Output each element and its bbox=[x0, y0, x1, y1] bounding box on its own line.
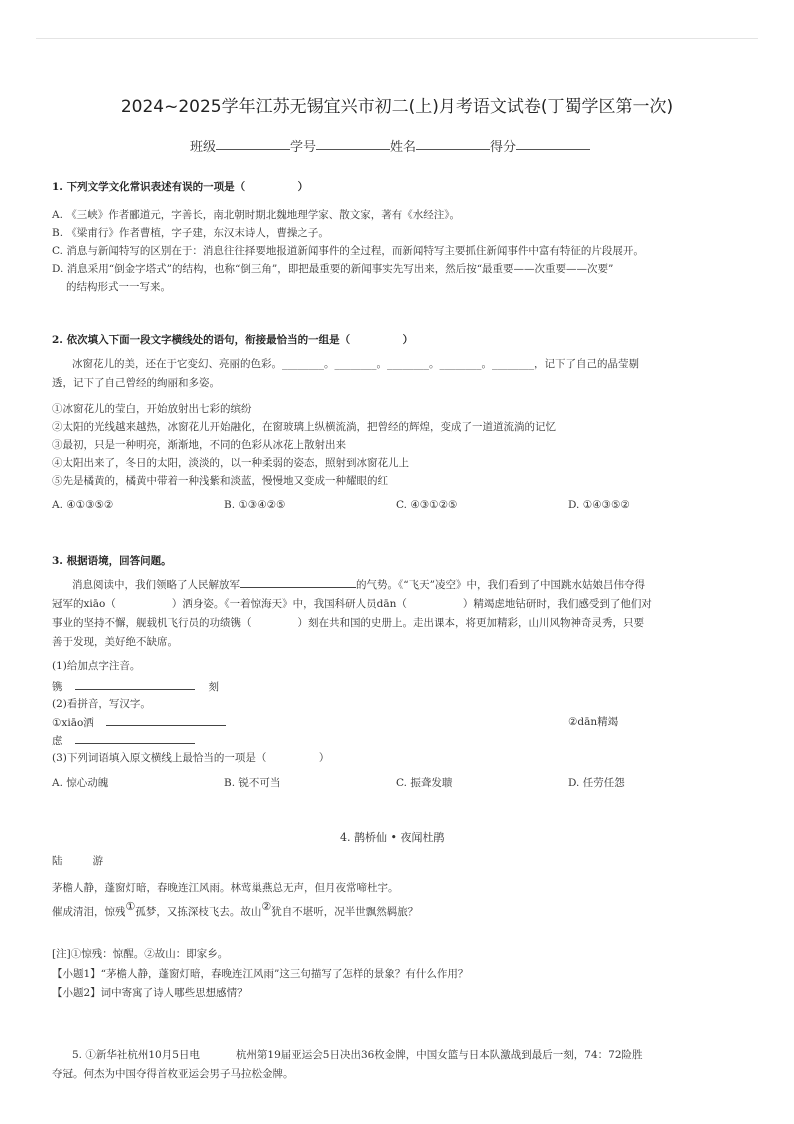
q2-item-1: ①冰窗花儿的莹白，开始放射出七彩的缤纷 bbox=[52, 403, 252, 415]
q2-passage-line2: 透，记下了自己曾经的绚丽和多姿。 bbox=[52, 377, 220, 389]
q3-choice-d[interactable]: D. 任劳任怨 bbox=[568, 777, 625, 789]
q3-passage-line3 bbox=[52, 613, 644, 633]
q4-line2-seg1: 催成清泪，惊残 bbox=[52, 906, 126, 918]
q3-passage-seg2: 的气势。《“飞天”凌空》中，我们看到了中国跳水姑娘吕伟夺得 bbox=[356, 579, 645, 591]
q3-sub2-answer-b bbox=[52, 732, 195, 748]
q4-poem-line1: 茅檐人静，蓬窗灯暗，春晚连江风雨。林莺巢燕总无声，但月夜常啼杜宇。 bbox=[52, 882, 399, 894]
q3-passage-seg4: ）洒身姿。《一着惊海天》中，我国科研人员dān（ bbox=[171, 598, 407, 610]
q1-option-b: B. 《梁甫行》作者曹植，字子建，东汉末诗人，曹操之子。 bbox=[52, 227, 329, 239]
q3-sub2: (2)看拼音，写汉字。 bbox=[52, 698, 151, 710]
q3-passage-line2 bbox=[52, 594, 652, 614]
q5-line1 bbox=[72, 1045, 643, 1065]
q2-passage-line1: 冰窗花儿的美，还在于它变幻、亮丽的色彩。________。________。________。________。________，记下了自己的晶莹剔 bbox=[72, 358, 639, 370]
q3-sub2-label-a: ①xiāo洒 bbox=[52, 717, 94, 729]
q3-blank-1[interactable] bbox=[240, 576, 356, 588]
q3-passage-line4: 善于发现，美好绝不缺席。 bbox=[52, 636, 178, 648]
q4-line2-seg2: 孤梦，又拣深枝飞去。故山 bbox=[135, 906, 262, 918]
q2-stem: 2. 依次填入下面一段文字横线处的语句，衔接最恰当的一组是（ ） bbox=[52, 334, 414, 346]
q3-sub1: (1)给加点字注音。 bbox=[52, 660, 141, 672]
q1-option-c: C. 消息与新闻特写的区别在于：消息往往择要地报道新闻事件的全过程，而新闻特写主要抓住新闻事件中富有特征的片段展开。 bbox=[52, 245, 644, 257]
q4-poem-title: 4. 鹊桥仙 • 夜闻杜鹃 bbox=[340, 831, 445, 844]
q3-sub1-char-a: 镌 bbox=[52, 681, 63, 693]
field-name-label: 姓名 bbox=[390, 140, 417, 155]
field-number-blank[interactable] bbox=[316, 136, 390, 150]
student-info-row bbox=[190, 136, 590, 155]
q2-item-4: ④太阳出来了，冬日的太阳，淡淡的，以一种柔弱的姿态，照射到冰窗花儿上 bbox=[52, 457, 409, 469]
q3-sub2-label-b: ②dān精竭 bbox=[568, 716, 619, 728]
q1-option-d: D. 消息采用“倒金字塔式”的结构，也称“倒三角”，即把最重要的新闻事实先写出来，然后按“最重要——次重要——次要” bbox=[52, 263, 614, 275]
q4-line2-seg3: 犹自不堪听，况半世飘然羁旅？ bbox=[271, 906, 419, 918]
q4-sub1: 【小题1】“茅檐人静，蓬窗灯暗，春晚连江风雨”这三句描写了怎样的景象？有什么作用？ bbox=[52, 968, 469, 980]
q2-choice-c[interactable]: C. ④③①②⑤ bbox=[396, 499, 458, 511]
field-score-label: 得分 bbox=[490, 140, 517, 155]
q5-line1-seg2: 杭州第19届亚运会5日决出36枚金牌，中国女篮与日本队激战到最后一刻，74：72险胜 bbox=[235, 1049, 643, 1061]
field-number-label: 学号 bbox=[290, 140, 317, 155]
top-divider bbox=[36, 38, 758, 39]
q3-choice-a[interactable]: A. 惊心动魄 bbox=[52, 777, 109, 789]
q5-line1-seg1: 5. ①新华社杭州10月5日电 bbox=[72, 1049, 200, 1061]
q4-author bbox=[52, 853, 103, 868]
q3-sub2-blank-a[interactable] bbox=[106, 714, 226, 726]
q3-sub1-char-b: 刻 bbox=[208, 681, 219, 693]
q3-passage-seg6: 事业的坚持不懈，舰载机飞行员的功绩镌（ bbox=[52, 617, 252, 629]
field-class-label: 班级 bbox=[190, 140, 217, 155]
q2-choice-d[interactable]: D. ①④③⑤② bbox=[568, 499, 630, 511]
q3-stem: 3. 根据语境，回答问题。 bbox=[52, 555, 172, 567]
q5-line2: 夺冠。何杰为中国夺得首枚亚运会男子马拉松金牌。 bbox=[52, 1068, 294, 1080]
q2-item-2: ②太阳的光线越来越热，冰窗花儿开始融化，在窗玻璃上纵横流淌，把曾经的辉煌，变成了一道道流淌的记忆 bbox=[52, 421, 556, 433]
q3-passage-line1 bbox=[72, 575, 645, 595]
q3-sub2-blank-b[interactable] bbox=[75, 732, 195, 744]
q1-option-d-cont: 的结构形式一一写来。 bbox=[66, 281, 171, 293]
q4-author-char-a: 陆 bbox=[52, 855, 63, 867]
q4-footnote-mark-1: ① bbox=[125, 900, 136, 913]
field-score-blank[interactable] bbox=[516, 136, 590, 150]
q3-passage-seg3: 冠军的xiāo（ bbox=[52, 598, 116, 610]
field-name-blank[interactable] bbox=[416, 136, 490, 150]
q4-poem-line2 bbox=[52, 900, 419, 919]
q4-author-char-b: 游 bbox=[92, 855, 103, 867]
q3-passage-seg1: 消息阅读中，我们领略了人民解放军 bbox=[72, 579, 240, 591]
q4-note: [注]①惊残：惊醒。②故山：即家乡。 bbox=[52, 948, 229, 960]
page-title: 2024~2025学年江苏无锡宜兴市初二(上)月考语文试卷(丁蜀学区第一次) bbox=[120, 97, 674, 117]
q3-sub3: (3)下列词语填入原文横线上最恰当的一项是（ ） bbox=[52, 752, 330, 764]
q3-sub2-label-c: 虑 bbox=[52, 735, 63, 747]
q2-item-5: ⑤先是橘黄的，橘黄中带着一种浅紫和淡蓝，慢慢地又变成一种耀眼的红 bbox=[52, 475, 388, 487]
q3-passage-seg5: ）精竭虑地钻研时，我们感受到了他们对 bbox=[462, 598, 652, 610]
field-class-blank[interactable] bbox=[216, 136, 290, 150]
q1-stem: 1. 下列文学文化常识表述有误的一项是（ ） bbox=[52, 181, 309, 193]
q3-sub1-answer bbox=[52, 678, 219, 694]
q3-sub2-answer-a bbox=[52, 714, 226, 730]
q3-choice-b[interactable]: B. 锐不可当 bbox=[224, 777, 281, 789]
q3-sub1-blank[interactable] bbox=[75, 678, 195, 690]
q2-choice-b[interactable]: B. ①③④②⑤ bbox=[224, 499, 286, 511]
q2-choice-a[interactable]: A. ④①③⑤② bbox=[52, 499, 114, 511]
q3-choice-c[interactable]: C. 振聋发聩 bbox=[396, 777, 453, 789]
q2-item-3: ③最初，只是一种明亮，渐渐地，不同的色彩从冰花上散射出来 bbox=[52, 439, 346, 451]
q4-footnote-mark-2: ② bbox=[261, 900, 272, 913]
q1-option-a: A. 《三峡》作者郦道元，字善长，南北朝时期北魏地理学家、散文家，著有《水经注》。 bbox=[52, 209, 461, 221]
q4-sub2: 【小题2】词中寄寓了诗人哪些思想感情？ bbox=[52, 987, 248, 999]
q3-passage-seg7: ）刻在共和国的史册上。走出课本，将更加精彩，山川风物神奇灵秀，只要 bbox=[297, 617, 644, 629]
